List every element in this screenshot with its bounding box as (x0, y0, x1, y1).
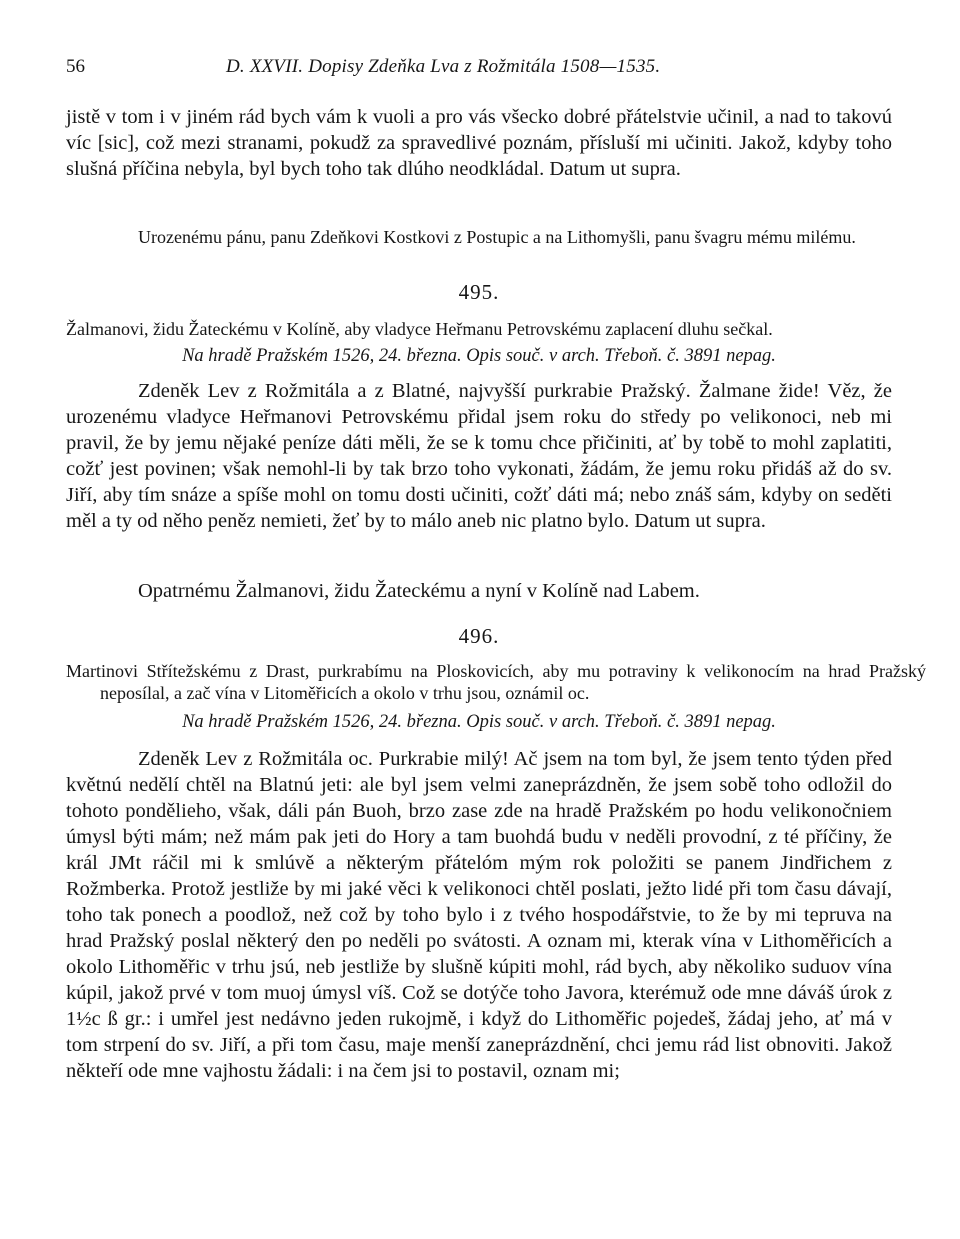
letter-495-text: Zdeněk Lev z Rožmitála a z Blatné, najvyšší purkrabie Pražský. Žalmane žide! Věz, že urozenému vladyce Heřmanovi Petrovskému přidal jsem roku do středy po velikonoci, neb mi pravil, že by jemu nějaké peníze dáti měli, že se k tomu chce přičiniti, ať by tobě to mohl zaplatiti, cožť jest povinen; však nemohl-li by tak brzo toho vykonati, žádám, že jemu roku přidáš až do sv. Jiří, aby tím snáze a spíše mohl on tomu dosti učiniti, cožť dáti má; nebo znáš sám, kdyby on seděti měl a ty od něho peněz nemieti, žeť by to málo aneb nic platno bylo. Datum ut supra. (66, 380, 892, 532)
letter-496-summary: Martinovi Střítežskému z Drast, purkrabímu na Ploskovicích, aby mu potraviny k velikonocím na hrad Pražský neposílal, a zač vína v Litoměřicích a okolo v trhu jsou, oznámil oc. (66, 661, 926, 703)
continuation-paragraph: jistě v tom i v jiném rád bych vám k vuoli a pro vás všecko dobré přátelstvie učinil, a nad to takovú víc [sic], což mezi stranami, pokudž za spravedlivé poznám, přísluší mi učiniti. Jakož, kdyby toho slušná příčina nebyla, byl bych toho tak dlúho neodkládal. Datum ut supra. (66, 106, 892, 180)
running-title: D. XXVII. Dopisy Zdeňka Lva z Rožmitála 1508—1535. (226, 56, 661, 77)
letter-496-source: Na hradě Pražském 1526, 24. března. Opis souč. v arch. Třeboň. č. 3891 nepag. (182, 712, 776, 732)
page-number: 56 (66, 56, 85, 77)
letter-496-text: Zdeněk Lev z Rožmitála oc. Purkrabie milý! Ač jsem na tom byl, že jsem tento týden před květnú nedělí chtěl na Blatnú jeti: ale byl jsem velmi zaneprázdněn, že jsem sobě toho odložil do tohoto pondělieho, však, dáli pán Buoh, brzo zase zde na hradě Pražském po hodu velikonočniem úmysl býti mám; než mám pak jeti do Hory a tam buohdá budu v neděli provodní, z té příčiny, že král JMt ráčil mi k smlúvě a některým přátelóm mým rok položiti se panem Jindřichem z Rožmberka. Protož jestliže by mi jaké věci k velikonoci chtěl poslati, ježto lidé při tom času dávají, toho tak ponech a poodlož, než což by toho bylo i z tvého hospodářstvie, to že by mi tepruva na hrad Pražský poslal některý den po neděli po svátosti. A oznam mi, kterak vína v Lithoměřicích a okolo Lithoměřic v trhu jsú, neb jestliže by slušně kúpiti mohl, rád bych, aby několiko suduov vína kúpil, jakož prvé v tom muoj úmysl víš. Což se dotýče toho Javora, kterémuž ode mne dáváš úrok z 1½c ß gr.: i umřel jest nedávno jeden rukojmě, i když do Lithoměřic pojedeš, žádaj jeho, ať má v tom strpení do sv. Jiří, a při tom času, maje menší zaneprázdnění, chci jemu rád list obnoviti. Jakož někteří ode mne vajhostu žádali: i na čem jsi to postavil, oznam mi; (66, 748, 892, 1082)
continuation-address: Urozenému pánu, panu Zdeňkovi Kostkovi z Postupic a na Lithomyšli, panu švagru mému milému. (138, 227, 856, 247)
letter-495-summary: Žalmanovi, židu Žateckému v Kolíně, aby vladyce Heřmanu Petrovskému zaplacení dluhu sečkal. (66, 319, 773, 339)
letter-number-496: 496. (458, 624, 500, 648)
letter-495-address: Opatrnému Žalmanovi, židu Žateckému a nyní v Kolíně nad Labem. (138, 580, 700, 602)
running-header (66, 56, 892, 82)
letter-495-source: Na hradě Pražském 1526, 24. března. Opis souč. v arch. Třeboň. č. 3891 nepag. (182, 346, 776, 366)
letter-number-495: 495. (458, 280, 500, 304)
